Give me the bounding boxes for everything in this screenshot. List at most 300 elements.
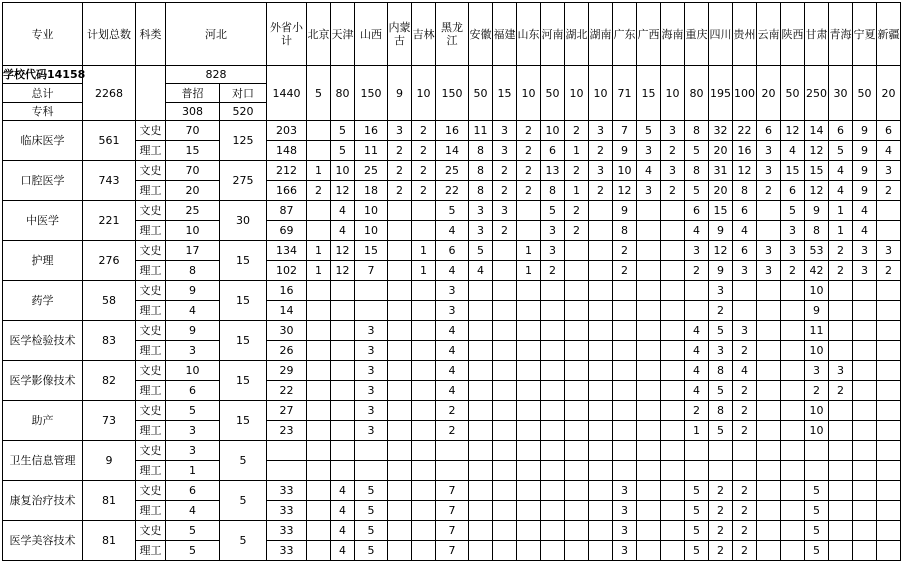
province-count [493,281,517,301]
province-count [757,301,781,321]
putong-count: 20 [166,181,220,201]
putong-count: 10 [166,221,220,241]
province-count [517,521,541,541]
province-count [733,301,757,321]
province-count: 53 [805,241,829,261]
province-count: 3 [853,241,877,261]
province-count: 2 [877,181,901,201]
province-count: 13 [541,161,565,181]
province-count [565,481,589,501]
major-total: 73 [83,401,136,441]
major-name: 口腔医学 [3,161,83,201]
major-total: 58 [83,281,136,321]
province-count [661,381,685,401]
province-count [469,501,493,521]
province-count: 1 [307,241,331,261]
major-name: 医学美容技术 [3,521,83,561]
province-count [493,521,517,541]
province-count [388,241,412,261]
province-count [637,441,661,461]
province-count: 3 [853,261,877,281]
province-count [877,401,901,421]
province-count: 5 [709,321,733,341]
table-row [3,401,901,421]
province-count: 10 [805,341,829,361]
province-count [829,541,853,561]
province-count [781,541,805,561]
province-count [877,441,901,461]
province-count: 2 [517,141,541,161]
province-count [307,461,331,481]
category: 文史 [136,281,166,301]
province-count: 5 [805,541,829,561]
province-count [493,301,517,321]
province-count [589,501,613,521]
province-count: 10 [541,121,565,141]
province-count [781,301,805,321]
province-count [829,281,853,301]
province-count [757,321,781,341]
province-count [307,401,331,421]
category: 文史 [136,441,166,461]
table-row [3,141,901,161]
putong-count: 5 [166,401,220,421]
province-count: 2 [709,301,733,321]
province-count: 10 [805,401,829,421]
header-province: 陕西 [781,3,805,66]
province-count: 3 [613,481,637,501]
province-count: 9 [853,161,877,181]
province-count [637,201,661,221]
duikou-count: 5 [220,521,267,561]
province-count: 3 [661,161,685,181]
province-count: 2 [493,161,517,181]
province-total: 80 [685,66,709,121]
province-count: 4 [436,321,469,341]
province-count [307,421,331,441]
category: 文史 [136,121,166,141]
province-count: 10 [613,161,637,181]
province-count: 12 [331,181,355,201]
province-count [307,441,331,461]
province-count: 2 [733,501,757,521]
province-count: 22 [733,121,757,141]
other-subtotal: 23 [267,421,307,441]
province-count [493,341,517,361]
province-count: 3 [685,241,709,261]
province-count [469,401,493,421]
province-count [709,441,733,461]
province-count: 5 [805,481,829,501]
province-count: 3 [733,261,757,281]
province-count: 11 [469,121,493,141]
province-count: 4 [331,501,355,521]
province-count [331,361,355,381]
province-count [493,261,517,281]
header-province: 吉林 [412,3,436,66]
province-count: 9 [853,181,877,201]
province-count [469,341,493,361]
province-count [661,461,685,481]
province-count [355,281,388,301]
header-province: 甘肃 [805,3,829,66]
province-count [877,461,901,481]
province-count: 1 [829,221,853,241]
province-count: 25 [355,161,388,181]
school-code: 学校代码14158 [3,66,83,84]
province-count [637,221,661,241]
table-row [3,381,901,401]
duikou-count: 15 [220,281,267,321]
other-subtotal: 33 [267,541,307,561]
duikou-count: 15 [220,241,267,281]
province-count: 5 [805,501,829,521]
province-count: 3 [493,201,517,221]
province-count: 2 [709,521,733,541]
major-total: 81 [83,481,136,521]
province-count: 2 [733,341,757,361]
table-row [3,161,901,181]
province-count: 16 [733,141,757,161]
province-count [412,481,436,501]
other-subtotal: 33 [267,521,307,541]
province-count: 6 [877,121,901,141]
province-count [565,401,589,421]
header-province: 云南 [757,3,781,66]
province-count [388,261,412,281]
province-count [613,421,637,441]
province-count [637,281,661,301]
province-count [412,521,436,541]
province-count [589,321,613,341]
province-count: 3 [757,261,781,281]
province-count [331,341,355,361]
province-count [388,521,412,541]
province-count: 1 [829,201,853,221]
province-count [412,421,436,441]
province-count: 12 [613,181,637,201]
province-count [307,361,331,381]
province-count [853,441,877,461]
province-count [307,481,331,501]
province-total: 10 [565,66,589,121]
major-name: 护理 [3,241,83,281]
province-count [637,501,661,521]
province-count: 2 [709,481,733,501]
province-count [517,201,541,221]
province-count [541,381,565,401]
province-count [589,481,613,501]
table-row [3,221,901,241]
province-count: 5 [781,201,805,221]
province-count: 3 [355,421,388,441]
province-count: 2 [829,261,853,281]
province-count [517,441,541,461]
category: 理工 [136,141,166,161]
province-count [388,361,412,381]
province-count [307,221,331,241]
province-count [661,501,685,521]
province-count [589,381,613,401]
putong-count: 6 [166,481,220,501]
province-count [877,301,901,321]
province-count: 5 [685,181,709,201]
province-count: 5 [436,201,469,221]
province-count: 3 [388,121,412,141]
hebei-total: 828 [166,66,267,84]
province-count: 1 [412,241,436,261]
province-count: 8 [685,161,709,181]
header-province: 山东 [517,3,541,66]
other-subtotal: 87 [267,201,307,221]
province-count [412,201,436,221]
province-count [757,421,781,441]
province-count: 12 [331,241,355,261]
category: 文史 [136,321,166,341]
other-subtotal: 29 [267,361,307,381]
header-category: 科类 [136,3,166,66]
province-count [469,461,493,481]
province-count [331,441,355,461]
putong-count: 9 [166,281,220,301]
major-total: 9 [83,441,136,481]
province-count [589,401,613,421]
province-count [412,381,436,401]
province-count: 15 [355,241,388,261]
province-count: 1 [412,261,436,281]
province-count [805,441,829,461]
putong-count: 8 [166,261,220,281]
province-count [661,421,685,441]
major-name: 康复治疗技术 [3,481,83,521]
province-count [307,141,331,161]
province-count: 9 [853,121,877,141]
province-count: 2 [436,421,469,441]
province-count [589,341,613,361]
putong-count: 4 [166,501,220,521]
province-count [541,361,565,381]
province-total: 10 [517,66,541,121]
province-count: 2 [733,421,757,441]
province-count [331,461,355,481]
province-count: 3 [877,241,901,261]
province-count: 4 [436,261,469,281]
table-row [3,121,901,141]
major-name: 卫生信息管理 [3,441,83,481]
province-count: 6 [436,241,469,261]
province-count: 8 [805,221,829,241]
province-count: 8 [685,121,709,141]
province-count: 2 [661,181,685,201]
putong-count: 70 [166,161,220,181]
province-count: 3 [781,241,805,261]
province-count: 15 [709,201,733,221]
province-count: 12 [709,241,733,261]
province-count [661,241,685,261]
province-count [877,361,901,381]
header-province: 四川 [709,3,733,66]
other-subtotal: 148 [267,141,307,161]
province-count: 7 [436,541,469,561]
province-count: 2 [589,181,613,201]
province-count [469,281,493,301]
province-count [412,401,436,421]
province-count [829,501,853,521]
province-count [637,421,661,441]
province-count [412,541,436,561]
province-count [517,281,541,301]
duikou-count: 30 [220,201,267,241]
header-province: 广西 [637,3,661,66]
province-count [877,281,901,301]
province-count [517,301,541,321]
major-name: 药学 [3,281,83,321]
province-count: 3 [757,241,781,261]
province-count [661,521,685,541]
province-count [661,541,685,561]
province-count [637,301,661,321]
duikou-label: 对口 [220,84,267,103]
province-count: 3 [613,541,637,561]
province-count: 3 [355,321,388,341]
province-count: 12 [781,121,805,141]
province-count [853,341,877,361]
province-count: 3 [733,321,757,341]
province-count: 9 [613,141,637,161]
province-count [661,401,685,421]
province-count [565,301,589,321]
province-count: 2 [388,141,412,161]
category: 理工 [136,461,166,481]
province-count [469,421,493,441]
province-count [733,281,757,301]
province-count [877,321,901,341]
province-count: 4 [685,381,709,401]
province-count: 6 [733,241,757,261]
province-count [757,381,781,401]
province-count: 5 [331,121,355,141]
province-count [388,421,412,441]
province-count [388,381,412,401]
province-count: 5 [469,241,493,261]
province-count [307,281,331,301]
province-count [517,501,541,521]
province-count: 14 [805,121,829,141]
province-count [565,501,589,521]
major-name: 中医学 [3,201,83,241]
putong-count: 6 [166,381,220,401]
province-count: 2 [781,261,805,281]
header-province: 河南 [541,3,565,66]
province-count [853,301,877,321]
province-count [757,281,781,301]
province-count: 5 [805,521,829,541]
putong-count: 10 [166,361,220,381]
category: 文史 [136,161,166,181]
province-count [757,521,781,541]
province-count: 15 [781,161,805,181]
province-count: 2 [412,161,436,181]
province-count [541,541,565,561]
province-count: 4 [829,181,853,201]
province-count [685,301,709,321]
province-count: 3 [805,361,829,381]
province-count [589,541,613,561]
other-subtotal: 27 [267,401,307,421]
province-count: 5 [709,381,733,401]
province-count [757,481,781,501]
province-count [493,321,517,341]
province-count: 2 [517,161,541,181]
province-count: 2 [685,261,709,281]
province-count [469,381,493,401]
header-major: 专业 [3,3,83,66]
province-count: 10 [805,421,829,441]
table-row [3,301,901,321]
province-count [541,441,565,461]
province-count: 9 [709,221,733,241]
province-count: 3 [469,221,493,241]
header-province: 安徽 [469,3,493,66]
putong-count: 5 [166,521,220,541]
province-count: 5 [355,481,388,501]
province-count [661,201,685,221]
putong-count: 3 [166,421,220,441]
province-count [637,341,661,361]
header-province: 湖南 [589,3,613,66]
province-count [661,281,685,301]
province-count [388,221,412,241]
major-total: 82 [83,361,136,401]
province-count [493,481,517,501]
province-count [637,261,661,281]
total-label: 总计 [3,84,83,103]
province-count: 1 [517,261,541,281]
province-count: 4 [331,521,355,541]
province-count [493,501,517,521]
province-count [661,221,685,241]
province-count [565,381,589,401]
province-count: 2 [493,181,517,201]
province-count [877,221,901,241]
duikou-count: 15 [220,361,267,401]
province-count: 2 [307,181,331,201]
province-count [493,441,517,461]
header-province: 山西 [355,3,388,66]
province-count [565,341,589,361]
putong-count: 17 [166,241,220,261]
province-count: 2 [877,261,901,281]
province-count: 2 [493,221,517,241]
province-count [613,381,637,401]
major-name: 医学检验技术 [3,321,83,361]
province-count [781,461,805,481]
specialty-label: 专科 [3,103,83,121]
province-count [388,441,412,461]
duikou-count: 275 [220,161,267,201]
province-count: 20 [709,141,733,161]
table-row [3,441,901,461]
province-count [661,481,685,501]
province-count [757,541,781,561]
province-count [709,461,733,481]
putong-label: 普招 [166,84,220,103]
province-count [829,401,853,421]
province-count: 31 [709,161,733,181]
province-count [757,401,781,421]
province-count [517,381,541,401]
province-count: 7 [436,501,469,521]
